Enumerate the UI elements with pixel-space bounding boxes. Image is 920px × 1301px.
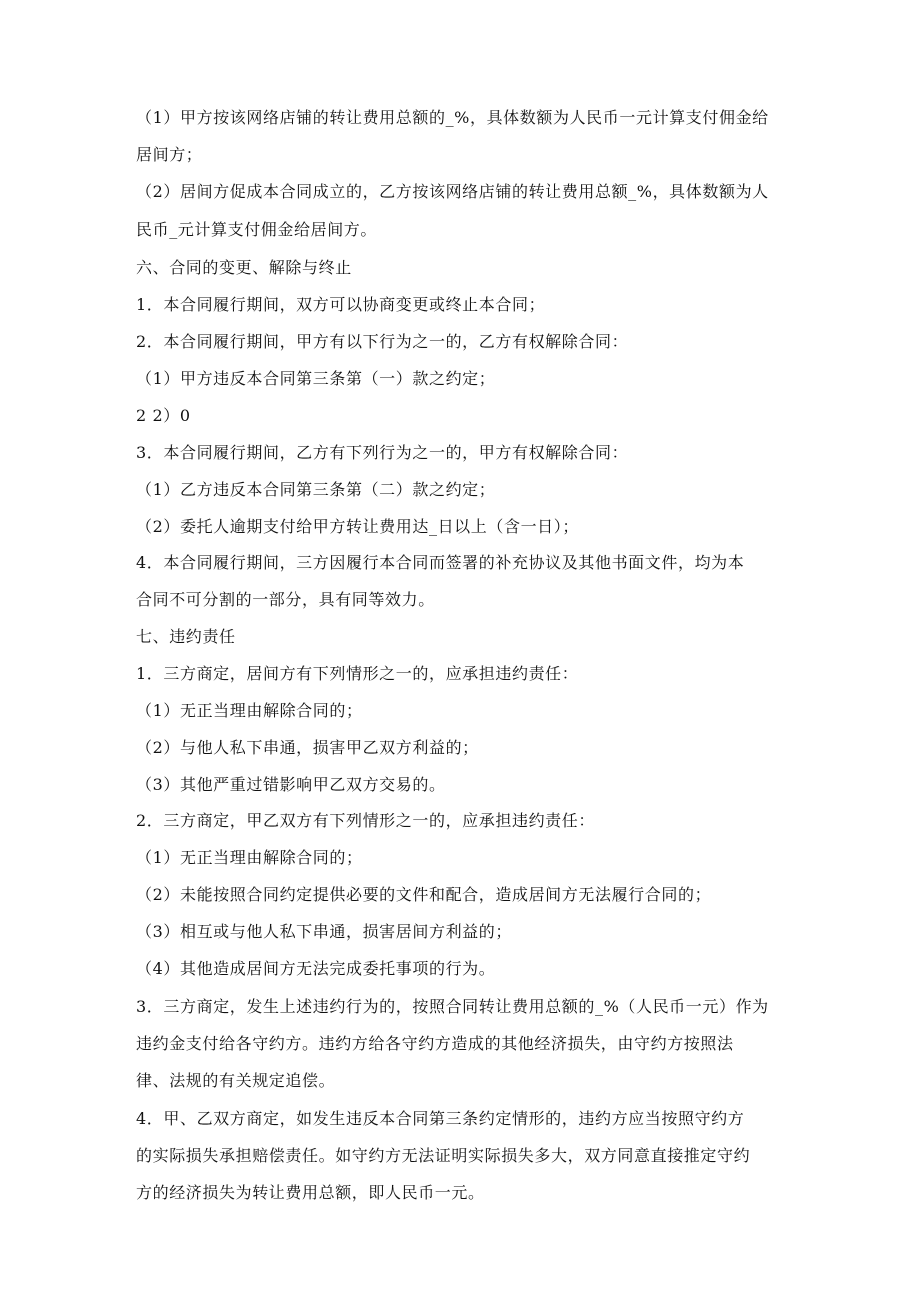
text-line: 2．三方商定，甲乙双方有下列情形之一的，应承担违约责任： — [136, 811, 595, 830]
text-line: （2）与他人私下串通，损害甲乙双方利益的； — [136, 738, 479, 757]
text-line: 1．三方商定，居间方有下列情形之一的，应承担违约责任： — [136, 664, 579, 683]
text-line: 3．三方商定，发生上述违约行为的，按照合同转让费用总额的_%（人民币一元）作为 — [136, 997, 769, 1016]
text-line: 违约金支付给各守约方。违约方给各守约方造成的其他经济损失，由守约方按照法 — [136, 1034, 734, 1053]
text-line: （3）相互或与他人私下串通，损害居间方利益的； — [136, 922, 512, 941]
text-line: 4．甲、乙双方商定，如发生违反本合同第三条约定情形的，违约方应当按照守约方 — [136, 1109, 745, 1128]
text-line: （1）乙方违反本合同第三条第（二）款之约定； — [136, 480, 496, 499]
text-line: 的实际损失承担赔偿责任。如守约方无法证明实际损失多大，双方同意直接推定守约 — [136, 1146, 751, 1165]
text-line: 1．本合同履行期间，双方可以协商变更或终止本合同； — [136, 295, 546, 314]
text-line: （2）委托人逾期支付给甲方转让费用达_日以上（含一日）； — [136, 517, 579, 536]
text-line: （1）无正当理由解除合同的； — [136, 701, 363, 720]
text-line: （1）甲方违反本合同第三条第（一）款之约定； — [136, 369, 496, 388]
text-line: 3．本合同履行期间，乙方有下列行为之一的，甲方有权解除合同： — [136, 443, 629, 462]
section-heading: 六、合同的变更、解除与终止 — [136, 258, 352, 277]
text-line: 4．本合同履行期间，三方因履行本合同而签署的补充协议及其他书面文件，均为本 — [136, 553, 745, 572]
text-line: 居间方； — [136, 145, 203, 164]
text-line: （2）居间方促成本合同成立的，乙方按该网络店铺的转让费用总额_%，具体数额为人 — [136, 182, 769, 201]
text-line: 合同不可分割的一部分，具有同等效力。 — [136, 590, 435, 609]
text-line: （3）其他严重过错影响甲乙双方交易的。 — [136, 775, 446, 794]
text-line: 方的经济损失为转让费用总额，即人民币一元。 — [136, 1183, 485, 1202]
text-line: （4）其他造成居间方无法完成委托事项的行为。 — [136, 959, 496, 978]
section-heading: 七、违约责任 — [136, 627, 236, 646]
text-line: 2．本合同履行期间，甲方有以下行为之一的，乙方有权解除合同： — [136, 332, 629, 351]
text-line: （1）甲方按该网络店铺的转让费用总额的_%，具体数额为人民币一元计算支付佣金给 — [136, 108, 769, 127]
text-line: 民币_元计算支付佣金给居间方。 — [136, 220, 378, 239]
text-line: （1）无正当理由解除合同的； — [136, 848, 363, 867]
text-line: 2 2）0 — [136, 406, 191, 425]
text-line: （2）未能按照合同约定提供必要的文件和配合，造成居间方无法履行合同的； — [136, 885, 712, 904]
text-line: 律、法规的有关规定追偿。 — [136, 1071, 336, 1090]
